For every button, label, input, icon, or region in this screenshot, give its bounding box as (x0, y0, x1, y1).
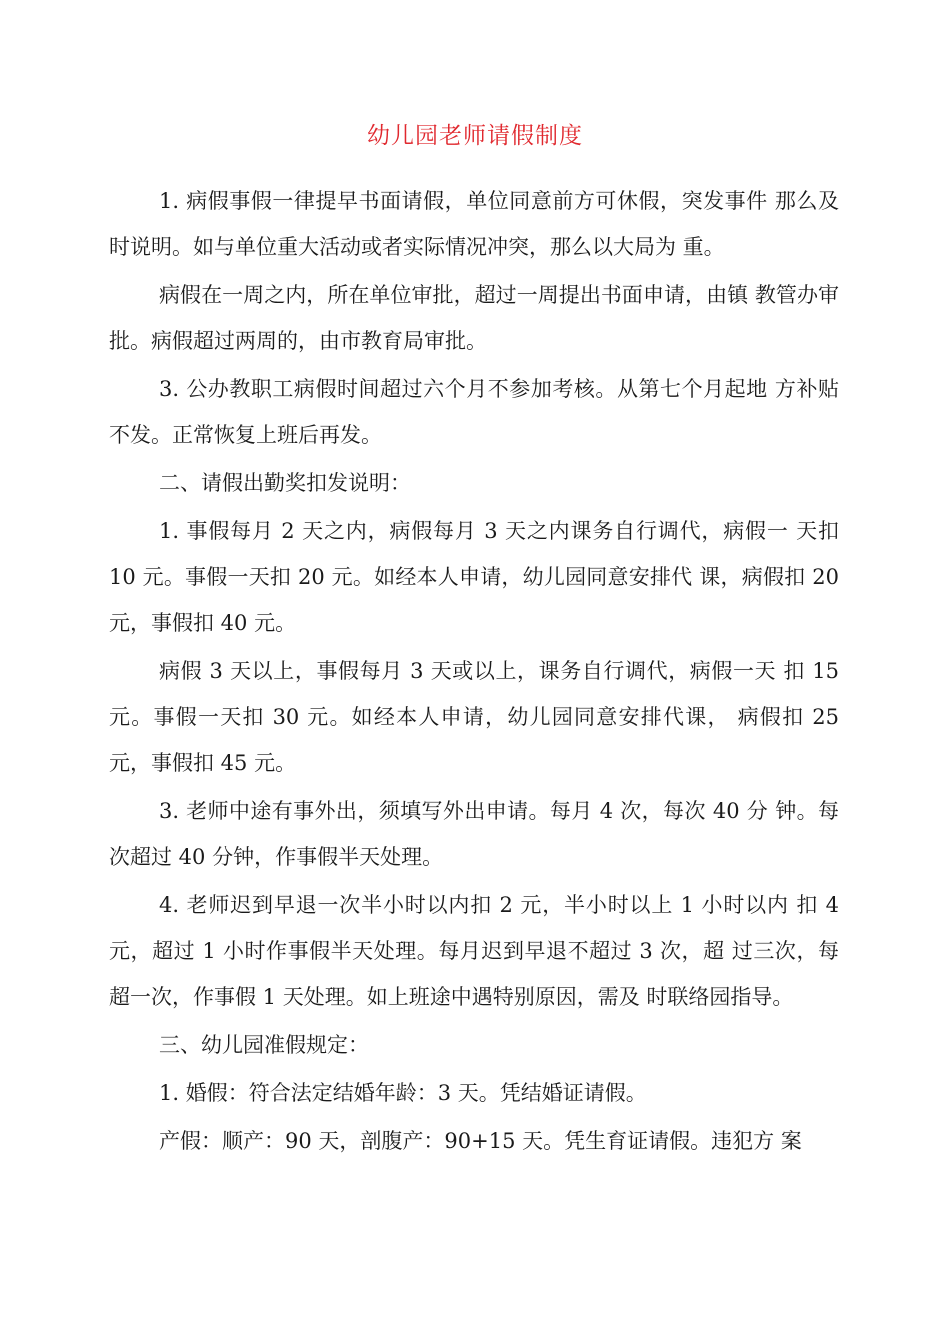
section-heading-leave-types: 三、幼儿园准假规定： (159, 1033, 369, 1057)
paragraph-marriage-leave: 1. 婚假：符合法定结婚年龄：3 天。凭结婚证请假。 (159, 1081, 647, 1105)
section-heading-deductions: 二、请假出勤奖扣发说明： (159, 471, 411, 495)
paragraph-sick-leave-rules: 1. 病假事假一律提早书面请假，单位同意前方可休假，突发事件 那么及时说明。如与单位重大活动或者实际情况冲突，那么以大局为 重。 (109, 189, 839, 259)
paragraph-long-sick-leave: 3. 公办教职工病假时间超过六个月不参加考核。从第七个月起地 方补贴不发。正常恢复上班后再发。 (109, 377, 839, 447)
paragraph-deduction-over-limit: 病假 3 天以上，事假每月 3 天或以上，课务自行调代，病假一天 扣 15 元。事假一天扣 30 元。如经本人申请，幼儿园同意安排代课， 病假扣 25 元，事假扣 45 元。 (109, 659, 839, 775)
paragraph-going-out: 3. 老师中途有事外出，须填写外出申请。每月 4 次，每次 40 分 钟。每次超过 40 分钟，作事假半天处理。 (109, 799, 839, 869)
paragraph-deduction-within-limit: 1. 事假每月 2 天之内，病假每月 3 天之内课务自行调代，病假一 天扣 10 元。事假一天扣 20 元。如经本人申请，幼儿园同意安排代 课，病假扣 20 元，事假扣 40 元。 (109, 519, 839, 635)
paragraph-maternity-leave: 产假：顺产：90 天，剖腹产：90+15 天。凭生育证请假。违犯方 案 (159, 1129, 802, 1153)
document-body (109, 178, 839, 1166)
document-title: 幼儿园老师请假制度 (367, 123, 583, 149)
paragraph-sick-leave-approval: 病假在一周之内，所在单位审批，超过一周提出书面申请，由镇 教管办审批。病假超过两周的，由市教育局审批。 (109, 283, 839, 353)
paragraph-late-early: 4. 老师迟到早退一次半小时以内扣 2 元，半小时以上 1 小时以内 扣 4 元，超过 1 小时作事假半天处理。每月迟到早退不超过 3 次，超 过三次，每超一次，作事假 1 天处理。如上班途中遇特别原因，需及 时联络园指导。 (109, 893, 839, 1009)
